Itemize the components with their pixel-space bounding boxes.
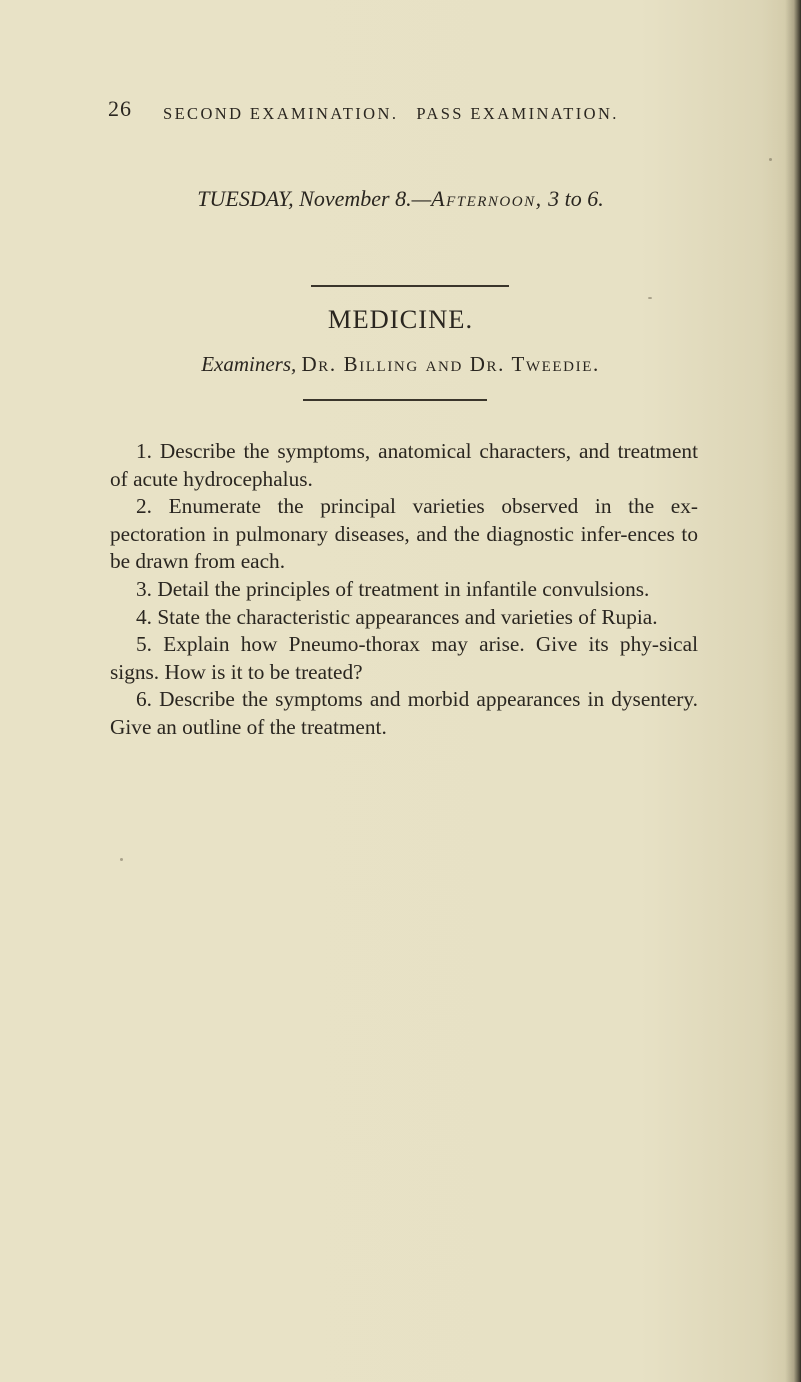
- rule-above-subject: [311, 285, 509, 287]
- session-date: November 8.: [299, 186, 412, 211]
- question-number: 3.: [136, 576, 152, 601]
- running-head-left: SECOND EXAMINATION.: [163, 104, 399, 123]
- question-item: [110, 576, 698, 604]
- session-dash: —: [411, 186, 432, 211]
- running-head: [163, 104, 619, 124]
- examiners-names: Dr. Billing and Dr. Tweedie.: [301, 352, 600, 376]
- question-text: Explain how Pneumo-thorax may arise. Give its phy-sical signs. How is it to be treated?: [110, 632, 698, 684]
- question-text: State the characteristic appearances and varieties of Rupia.: [157, 604, 658, 629]
- question-text: Enumerate the principal varieties observed in the ex-pectoration in pulmonary diseases, and the diagnostic infer-ences to be drawn from each.: [110, 494, 699, 574]
- examiners-line: [0, 352, 801, 377]
- subject-title: MEDICINE.: [327, 304, 474, 334]
- question-text: Describe the symptoms, anatomical characters, and treatment of acute hydrocephalus.: [110, 439, 698, 491]
- question-item: [110, 604, 698, 632]
- question-item: [110, 438, 698, 493]
- question-text: Detail the principles of treatment in infantile convulsions.: [157, 576, 650, 601]
- running-head-right: PASS EXAMINATION.: [416, 104, 619, 123]
- question-number: 2.: [136, 494, 152, 519]
- session-part: Afternoon,: [431, 186, 543, 211]
- question-item: [110, 686, 698, 741]
- question-number: 4.: [136, 604, 152, 629]
- question-number: 1.: [136, 439, 152, 463]
- session-day: TUESDAY,: [197, 186, 294, 211]
- question-text: Describe the symptoms and morbid appearances in dysentery. Give an outline of the treatment.: [110, 687, 698, 739]
- session-time: 3 to 6.: [548, 186, 604, 211]
- rule-below-examiners: [303, 399, 487, 401]
- examiners-label: Examiners,: [201, 352, 297, 376]
- page-number: 26: [108, 96, 132, 121]
- question-number: 6.: [136, 687, 152, 712]
- session-line: [0, 186, 801, 212]
- paper-speck: [769, 158, 772, 161]
- paper-speck: [648, 297, 652, 299]
- question-item: [110, 493, 698, 576]
- question-item: [110, 631, 698, 686]
- question-number: 5.: [136, 632, 152, 657]
- paper-speck: [120, 858, 123, 861]
- question-list: [110, 438, 698, 742]
